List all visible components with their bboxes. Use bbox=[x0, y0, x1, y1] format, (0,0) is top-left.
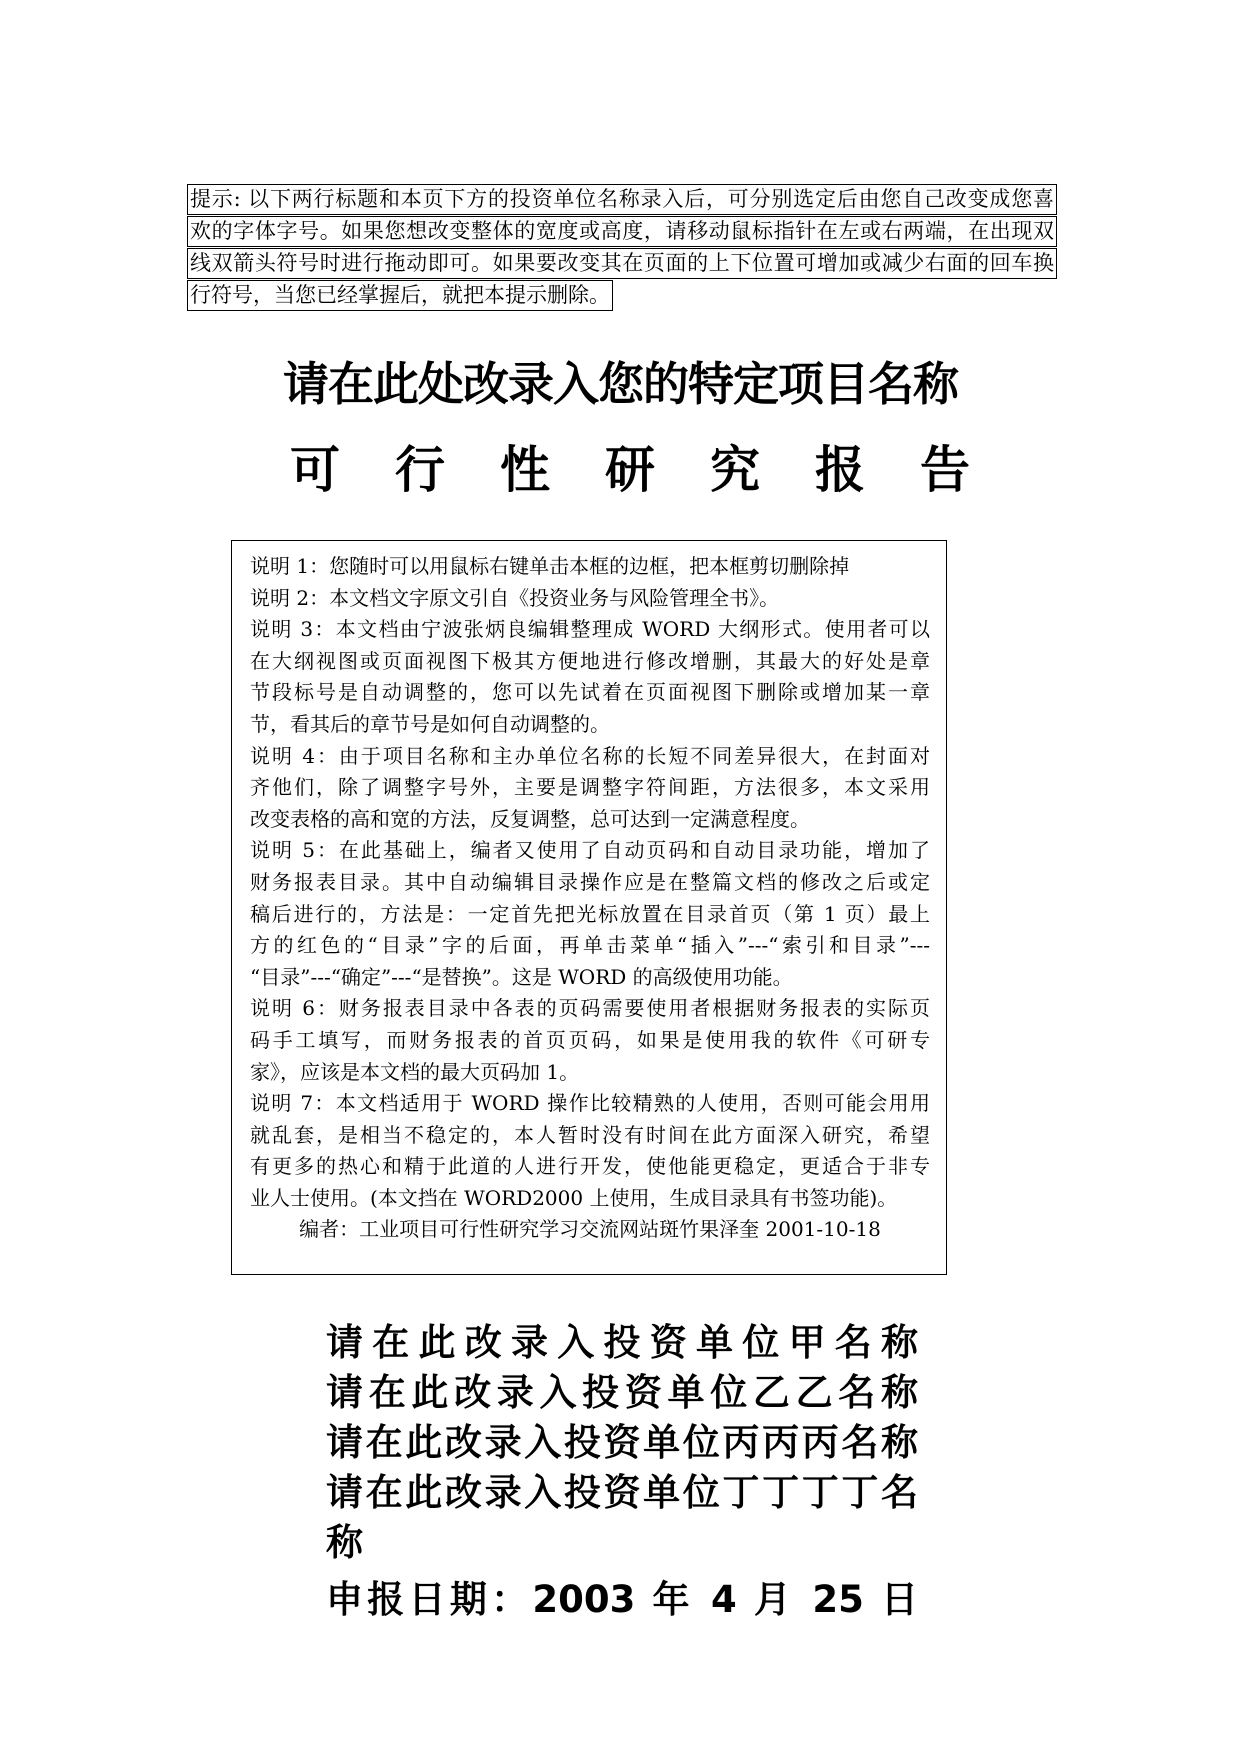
note-line: 在大纲视图或页面视图下极其方便地进行修改增删，其最大的好处是章 bbox=[250, 648, 930, 673]
note-line: 财务报表目录。其中自动编辑目录操作应是在整篇文档的修改之后或定 bbox=[250, 869, 930, 894]
report-char: 究 bbox=[710, 441, 760, 499]
report-char: 研 bbox=[605, 441, 655, 499]
note-line: 方的红色的“目录”字的后面，再单击菜单“插入”---“索引和目录”--- bbox=[250, 933, 930, 958]
investor-unit-c[interactable]: 请在此改录入投资单位丙丙丙名称 bbox=[326, 1421, 918, 1464]
note-line: 说明 2：本文档文字原文引自《投资业务与风险管理全书》。 bbox=[250, 585, 780, 610]
investor-unit-b[interactable]: 请在此改录入投资单位乙乙名称 bbox=[326, 1371, 918, 1414]
note-line: 稿后进行的，方法是：一定首先把光标放置在目录首页（第 1 页）最上 bbox=[250, 901, 930, 926]
report-char: 行 bbox=[395, 441, 445, 499]
hint-line-4: 行符号，当您已经掌握后，就把本提示删除。 bbox=[187, 280, 613, 311]
hint-box[interactable] bbox=[187, 184, 1057, 312]
note-line: 说明 5：在此基础上，编者又使用了自动页码和自动目录功能，增加了 bbox=[250, 838, 930, 863]
note-line: 码手工填写，而财务报表的首页页码，如果是使用我的软件《可研专 bbox=[250, 1027, 930, 1052]
editor-credit: 编者：工业项目可行性研究学习交流网站斑竹果泽奎 2001-10-18 bbox=[299, 1217, 881, 1242]
note-line: 节，看其后的章节号是如何自动调整的。 bbox=[250, 711, 610, 736]
report-char: 告 bbox=[920, 441, 970, 499]
investor-unit-a[interactable]: 请在此改录入投资单位甲名称 bbox=[326, 1321, 918, 1364]
note-line: 业人士使用。(本文挡在 WORD2000 上使用，生成目录具有书签功能)。 bbox=[250, 1185, 898, 1210]
note-line: 就乱套，是相当不稳定的，本人暂时没有时间在此方面深入研究，希望 bbox=[250, 1122, 930, 1147]
project-name-title: 请在此处改录入您的特定项目名称 bbox=[283, 357, 958, 411]
note-line: 节段标号是自动调整的，您可以先试着在页面视图下删除或增加某一章 bbox=[250, 680, 930, 705]
hint-line-3: 线双箭头符号时进行拖动即可。如果要改变其在页面的上下位置可增加或减少右面的回车换 bbox=[187, 248, 1057, 279]
note-line: 改变表格的高和宽的方法，反复调整，总可达到一定满意程度。 bbox=[250, 806, 810, 831]
note-line: 说明 6：财务报表目录中各表的页码需要使用者根据财务报表的实际页 bbox=[250, 996, 930, 1021]
hint-line-2: 欢的字体字号。如果您想改变整体的宽度或高度，请移动鼠标指针在左或右两端，在出现双 bbox=[187, 216, 1057, 247]
note-line: 说明 4：由于项目名称和主办单位名称的长短不同差异很大，在封面对 bbox=[250, 743, 930, 768]
investor-units bbox=[326, 1318, 918, 1628]
report-type-title bbox=[290, 430, 970, 502]
report-char: 性 bbox=[500, 441, 550, 499]
note-line: 说明 1：您随时可以用鼠标右键单击本框的边框，把本框剪切删除掉 bbox=[250, 554, 850, 578]
investor-unit-d-wrap[interactable]: 称 bbox=[326, 1521, 363, 1564]
investor-unit-d[interactable]: 请在此改录入投资单位丁丁丁丁名 bbox=[326, 1471, 918, 1514]
note-line: 说明 7：本文档适用于 WORD 操作比较精熟的人使用，否则可能会用用 bbox=[250, 1091, 930, 1116]
instructions-text-box[interactable] bbox=[231, 540, 947, 1275]
note-line: 有更多的热心和精于此道的人进行开发，使他能更稳定，更适合于非专 bbox=[250, 1154, 930, 1179]
report-char: 报 bbox=[815, 441, 865, 499]
note-line: 家》，应该是本文档的最大页码加 1。 bbox=[250, 1059, 580, 1084]
report-char: 可 bbox=[290, 441, 340, 499]
note-line: 齐他们，除了调整字号外，主要是调整字符间距，方法很多，本文采用 bbox=[250, 775, 930, 800]
note-line: “目录”---“确定”---“是替换”。这是 WORD 的高级使用功能。 bbox=[250, 964, 793, 989]
note-line: 说明 3：本文档由宁波张炳良编辑整理成 WORD 大纲形式。使用者可以 bbox=[250, 617, 930, 642]
hint-line-1: 提示: 以下两行标题和本页下方的投资单位名称录入后，可分别选定后由您自己改变成您喜 bbox=[187, 184, 1057, 215]
submission-date[interactable]: 申报日期：2003 年 4 月 25 日 bbox=[326, 1578, 918, 1621]
